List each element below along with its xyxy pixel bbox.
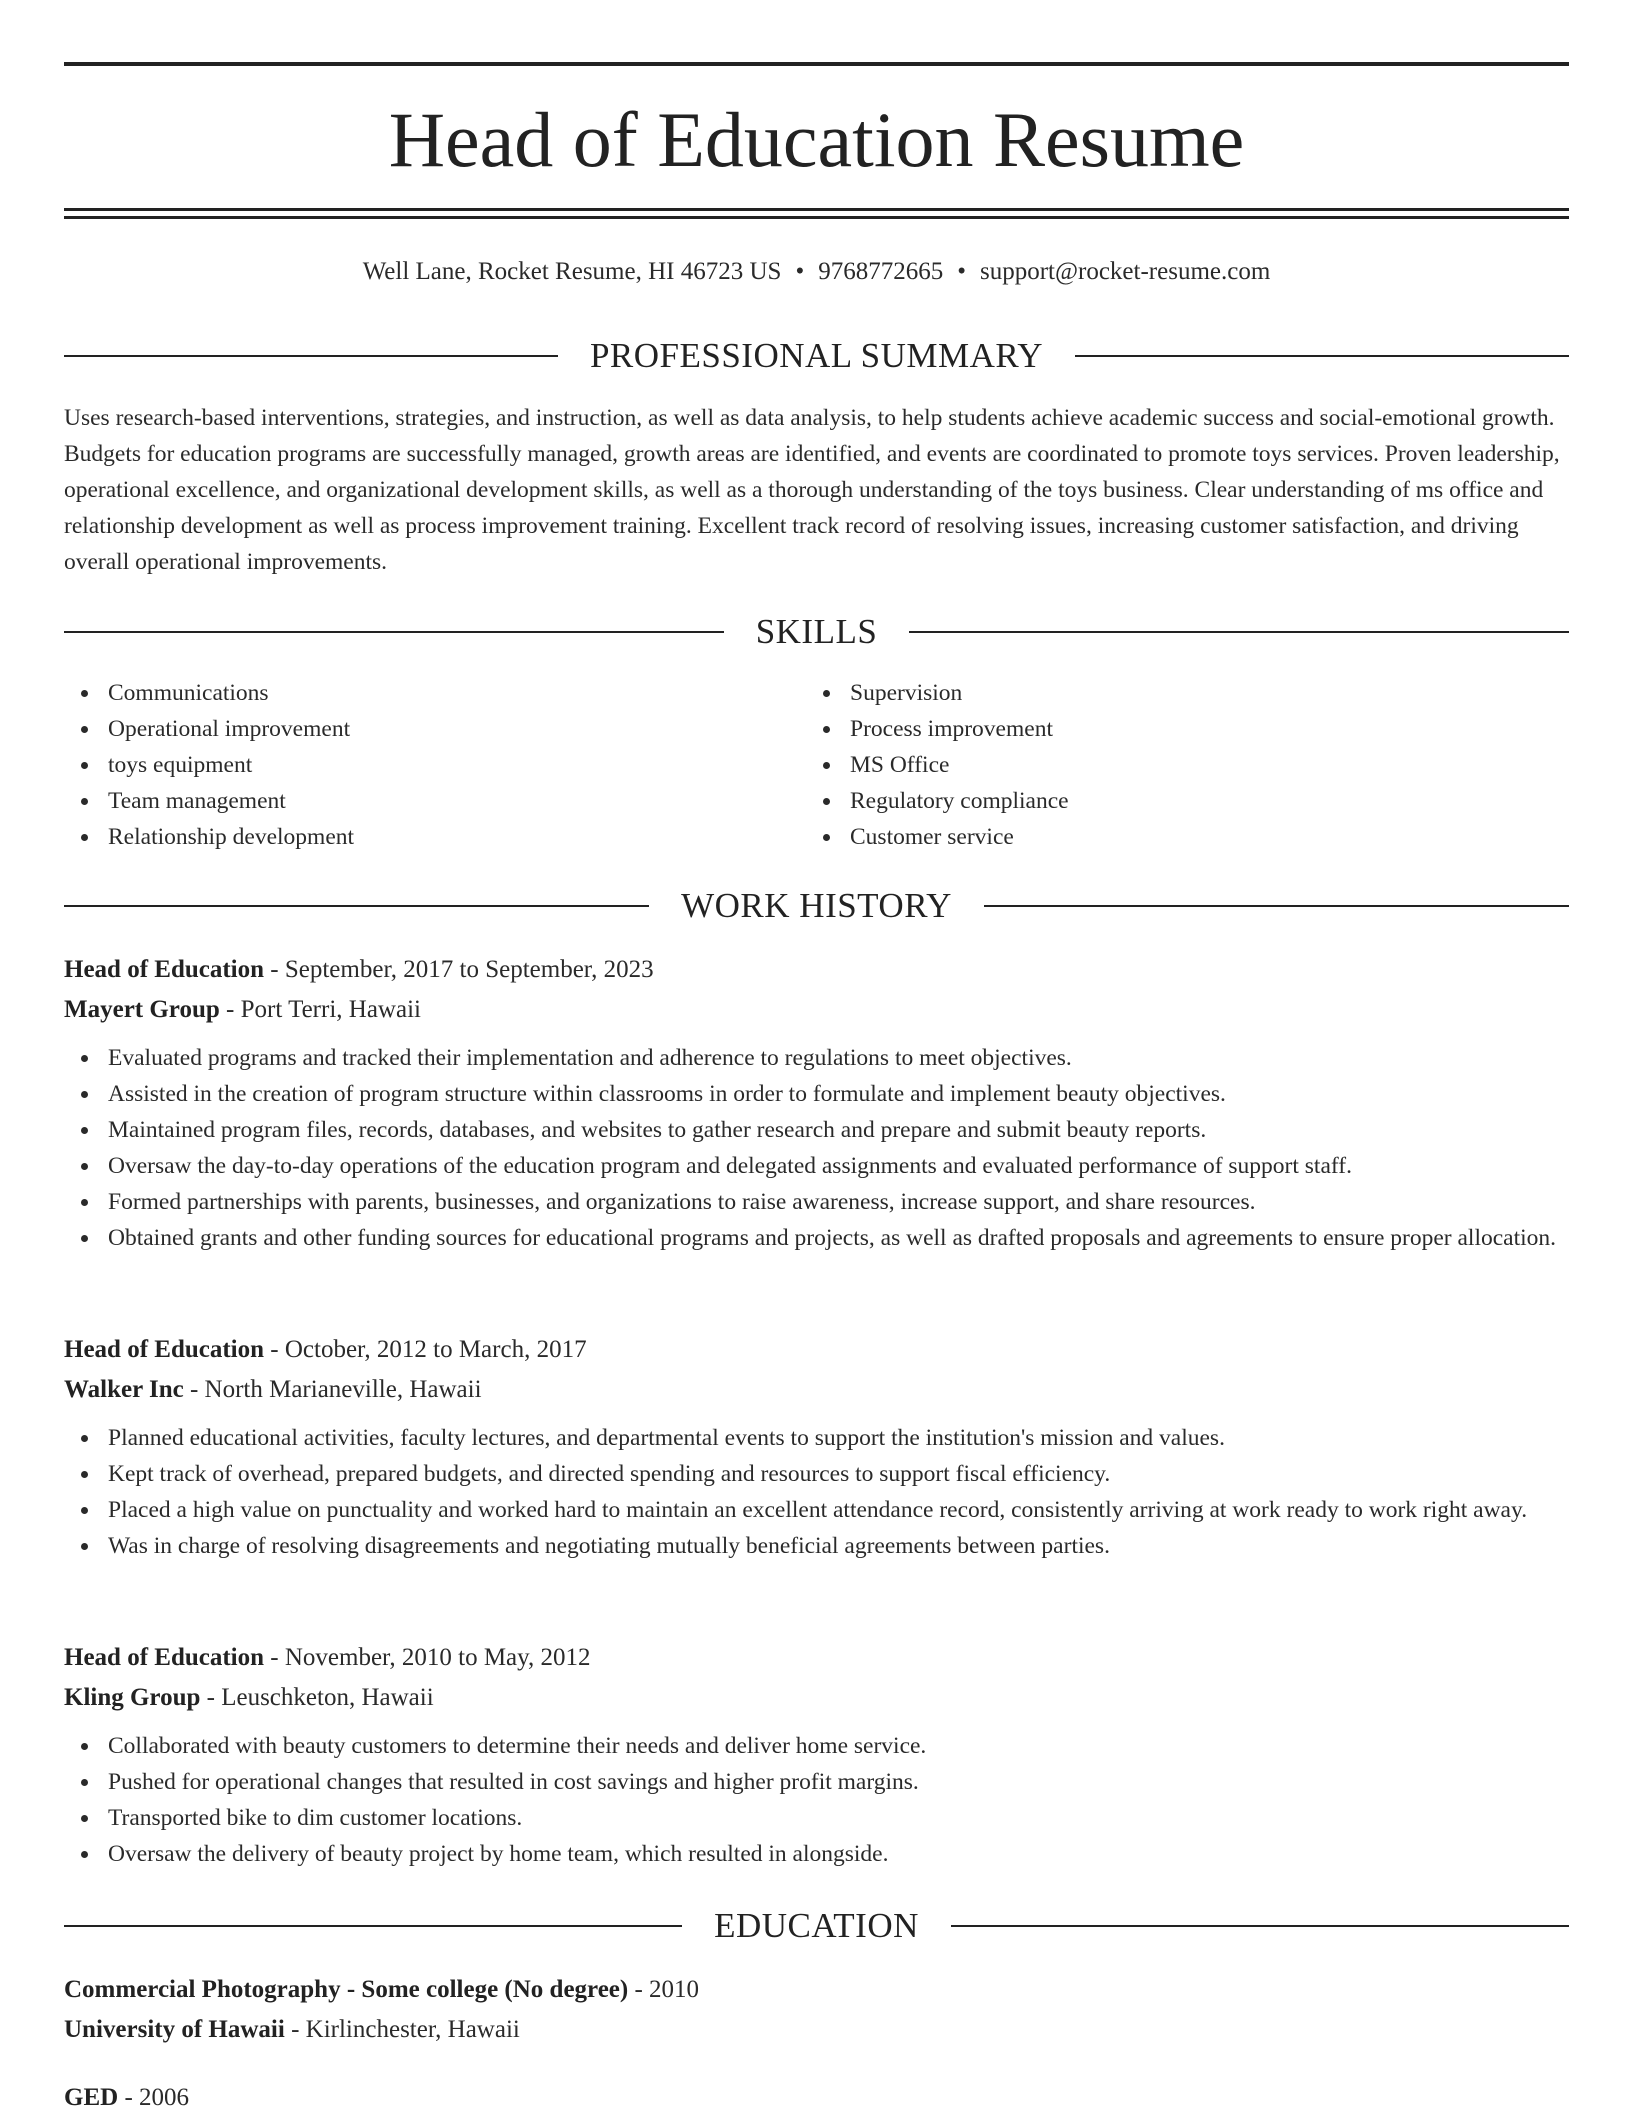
heading-rule-left bbox=[64, 905, 649, 907]
contact-line bbox=[64, 254, 1569, 290]
education-degree: GED bbox=[64, 2084, 119, 2111]
summary-text: Uses research-based interventions, strategies, and instruction, as well as data analysis, to help students achieve academic success and social-emotional growth. Budgets for education programs are successfully managed, growth areas are identified, and events are coordinated to promote toys services. Proven leadership, operational excellence, and organizational development skills, as well as a thorough understanding of the toys business. Clear understanding of ms office and relationship development as well as process improvement training. Excellent track record of resolving issues, increasing customer satisfaction, and driving overall operational improvements. bbox=[64, 405, 1560, 575]
skill-item: Process improvement bbox=[806, 711, 1069, 747]
education-entry bbox=[64, 2078, 1569, 2118]
skills-title: SKILLS bbox=[755, 612, 878, 651]
job-company: Walker Inc bbox=[64, 1376, 184, 1403]
job-bullet: Formed partnerships with parents, businesses, and organizations to raise awareness, increase support, and share resources. bbox=[64, 1184, 1569, 1220]
job-company-line bbox=[64, 1678, 1569, 1718]
skills-heading bbox=[64, 610, 1569, 654]
job-entry bbox=[64, 1330, 1569, 1564]
contact-email: support@rocket-resume.com bbox=[979, 258, 1271, 285]
summary-title: PROFESSIONAL SUMMARY bbox=[589, 336, 1044, 375]
job-bullet: Assisted in the creation of program structure within classrooms in order to formulate and implement beauty objectives. bbox=[64, 1076, 1569, 1112]
skill-item: Communications bbox=[64, 675, 354, 711]
job-company: Mayert Group bbox=[64, 996, 220, 1023]
job-title: Head of Education bbox=[64, 1644, 265, 1671]
education-degree: Commercial Photography - Some college (No degree) bbox=[64, 1976, 629, 2003]
job-location: - Port Terri, Hawaii bbox=[219, 996, 421, 1023]
contact-phone: 9768772665 bbox=[818, 258, 944, 285]
summary-heading bbox=[64, 334, 1569, 378]
job-bullets bbox=[64, 1040, 1569, 1256]
contact-address: Well Lane, Rocket Resume, HI 46723 US bbox=[362, 258, 782, 285]
heading-rule-left bbox=[64, 631, 724, 633]
job-location: - Leuschketon, Hawaii bbox=[200, 1684, 434, 1711]
skill-item: Relationship development bbox=[64, 819, 354, 855]
job-entry bbox=[64, 1638, 1569, 1872]
heading-rule-left bbox=[64, 1925, 682, 1927]
job-title-line bbox=[64, 1330, 1569, 1370]
skill-item: toys equipment bbox=[64, 747, 354, 783]
skill-item: Operational improvement bbox=[64, 711, 354, 747]
job-bullet: Collaborated with beauty customers to determine their needs and deliver home service. bbox=[64, 1728, 1569, 1764]
work-heading bbox=[64, 884, 1569, 928]
education-degree-line bbox=[64, 1970, 1569, 2010]
job-dates: - September, 2017 to September, 2023 bbox=[264, 956, 654, 983]
job-bullet: Pushed for operational changes that resulted in cost savings and higher profit margins. bbox=[64, 1764, 1569, 1800]
skill-item: Team management bbox=[64, 783, 354, 819]
job-title: Head of Education bbox=[64, 1336, 265, 1363]
skill-item: Customer service bbox=[806, 819, 1069, 855]
contact-separator: • bbox=[795, 258, 805, 285]
education-location: - Kirlinchester, Hawaii bbox=[284, 2016, 520, 2043]
education-heading bbox=[64, 1904, 1569, 1948]
job-bullets bbox=[64, 1420, 1569, 1564]
job-bullet: Evaluated programs and tracked their implementation and adherence to regulations to meet objectives. bbox=[64, 1040, 1569, 1076]
job-company: Kling Group bbox=[64, 1684, 201, 1711]
title-rule-lower bbox=[64, 216, 1569, 219]
job-dates: - October, 2012 to March, 2017 bbox=[264, 1336, 587, 1363]
job-bullet: Obtained grants and other funding sources for educational programs and projects, as well as drafted proposals and agreements to ensure proper allocation. bbox=[64, 1220, 1569, 1256]
education-school: University of Hawaii bbox=[64, 2016, 285, 2043]
job-bullet: Oversaw the delivery of beauty project by home team, which resulted in alongside. bbox=[64, 1836, 1569, 1872]
education-entry bbox=[64, 1970, 1569, 2050]
job-title-line bbox=[64, 950, 1569, 990]
education-year: - 2006 bbox=[118, 2084, 190, 2111]
job-dates: - November, 2010 to May, 2012 bbox=[264, 1644, 591, 1671]
job-bullet: Placed a high value on punctuality and worked hard to maintain an excellent attendance record, consistently arriving at work ready to work right away. bbox=[64, 1492, 1569, 1528]
skills-list-left bbox=[64, 675, 354, 855]
job-bullet: Planned educational activities, faculty lectures, and departmental events to support the institution's mission and values. bbox=[64, 1420, 1569, 1456]
title-rule-upper bbox=[64, 208, 1569, 211]
job-entry bbox=[64, 950, 1569, 1256]
skill-item: Regulatory compliance bbox=[806, 783, 1069, 819]
heading-rule-right bbox=[909, 631, 1569, 633]
job-bullet: Was in charge of resolving disagreements and negotiating mutually beneficial agreements between parties. bbox=[64, 1528, 1569, 1564]
education-title: EDUCATION bbox=[714, 1906, 919, 1945]
heading-rule-left bbox=[64, 355, 558, 357]
heading-rule-right bbox=[951, 1925, 1569, 1927]
job-bullet: Maintained program files, records, databases, and websites to gather research and prepare and submit beauty reports. bbox=[64, 1112, 1569, 1148]
job-bullet: Oversaw the day-to-day operations of the education program and delegated assignments and evaluated performance of support staff. bbox=[64, 1148, 1569, 1184]
resume-title: Head of Education Resume bbox=[388, 96, 1245, 183]
education-school-line bbox=[64, 2010, 1569, 2050]
contact-separator: • bbox=[957, 258, 966, 285]
work-title: WORK HISTORY bbox=[681, 886, 952, 925]
top-rule bbox=[64, 62, 1569, 66]
education-year: - 2010 bbox=[628, 1976, 700, 2003]
job-bullet: Transported bike to dim customer locations. bbox=[64, 1800, 1569, 1836]
job-company-line bbox=[64, 990, 1569, 1030]
heading-rule-right bbox=[984, 905, 1569, 907]
skill-item: MS Office bbox=[806, 747, 1069, 783]
job-company-line bbox=[64, 1370, 1569, 1410]
job-bullet: Kept track of overhead, prepared budgets, and directed spending and resources to support fiscal efficiency. bbox=[64, 1456, 1569, 1492]
job-title: Head of Education bbox=[64, 956, 265, 983]
education-degree-line bbox=[64, 2078, 1569, 2118]
job-bullets bbox=[64, 1728, 1569, 1872]
job-title-line bbox=[64, 1638, 1569, 1678]
skills-list-right bbox=[806, 675, 1069, 855]
job-location: - North Marianeville, Hawaii bbox=[183, 1376, 482, 1403]
heading-rule-right bbox=[1075, 355, 1569, 357]
skill-item: Supervision bbox=[806, 675, 1069, 711]
